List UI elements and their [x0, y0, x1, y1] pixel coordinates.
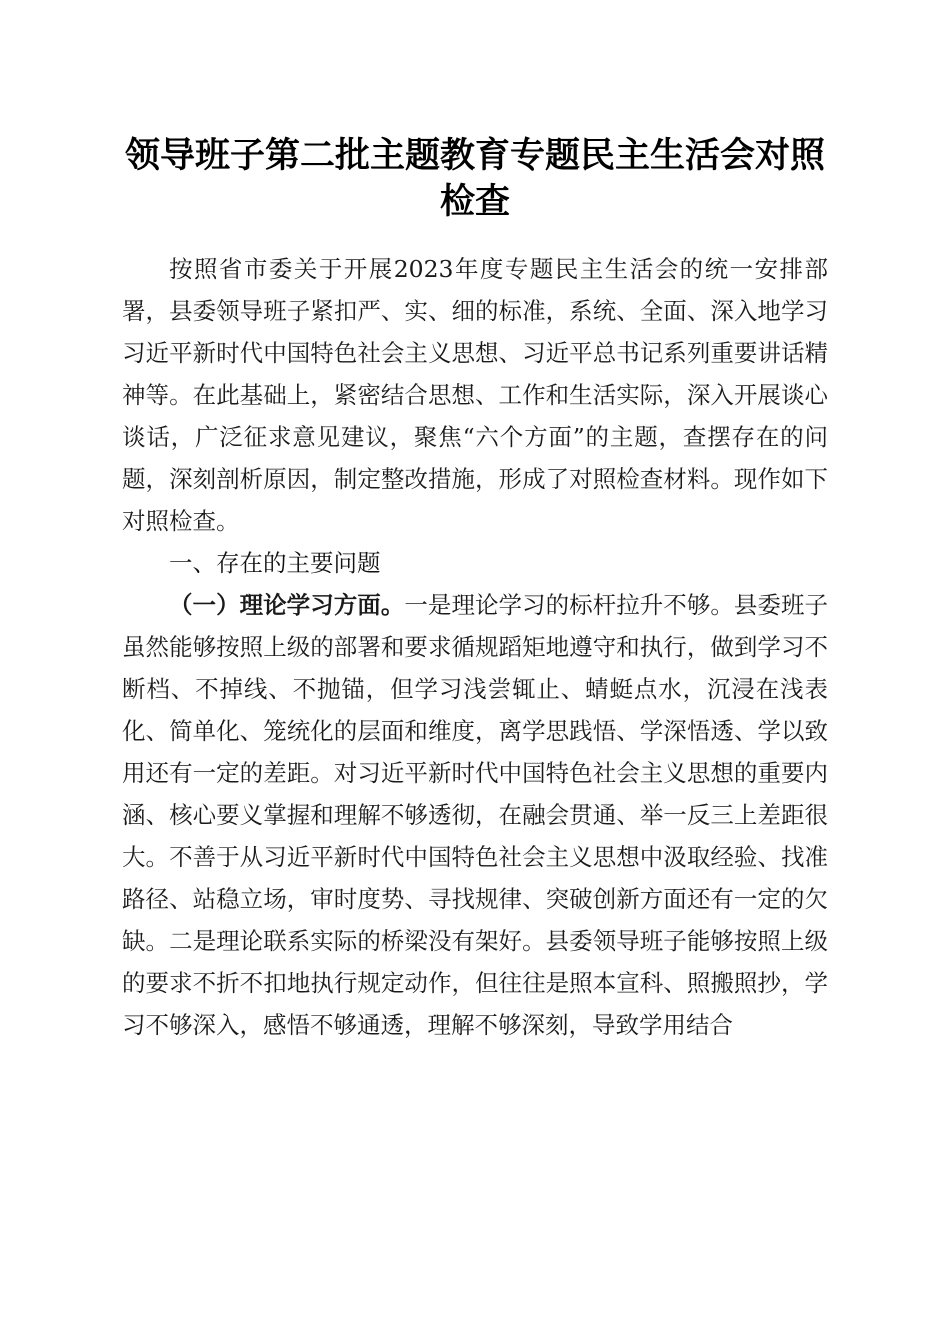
- subsection-theory-study: [122, 584, 828, 1046]
- intro-paragraph: 按照省市委关于开展2023年度专题民主生活会的统一安排部署，县委领导班子紧扣严、实、细的标准，系统、全面、深入地学习习近平新时代中国特色社会主义思想、习近平总书记系列重要讲话精神等。在此基础上，紧密结合思想、工作和生活实际，深入开展谈心谈话，广泛征求意见建议，聚焦“六个方面”的主题，查摆存在的问题，深刻剖析原因，制定整改措施，形成了对照检查材料。现作如下对照检查。: [122, 255, 828, 535]
- document-title: 领导班子第二批主题教育专题民主生活会对照检查: [124, 135, 825, 222]
- document-body: [122, 248, 828, 1046]
- subsection-heading: （一）理论学习方面。: [169, 591, 405, 619]
- subsection-body: 一是理论学习的标杆拉升不够。县委班子虽然能够按照上级的部署和要求循规蹈矩地遵守和执行，做到学习不断档、不掉线、不抛锚，但学习浅尝辄止、蜻蜓点水，沉浸在浅表化、简单化、笼统化的层面和维度，离学思践悟、学深悟透、学以致用还有一定的差距。对习近平新时代中国特色社会主义思想的重要内涵、核心要义掌握和理解不够透彻，在融会贯通、举一反三上差距很大。不善于从习近平新时代中国特色社会主义思想中汲取经验、找准路径、站稳立场，审时度势、寻找规律、突破创新方面还有一定的欠缺。二是理论联系实际的桥梁没有架好。县委领导班子能够按照上级的要求不折不扣地执行规定动作，但往往是照本宣科、照搬照抄，学习不够深入，感悟不够通透，理解不够深刻，导致学用结合: [122, 591, 829, 1039]
- section-heading-problems: 一、存在的主要问题: [169, 549, 381, 577]
